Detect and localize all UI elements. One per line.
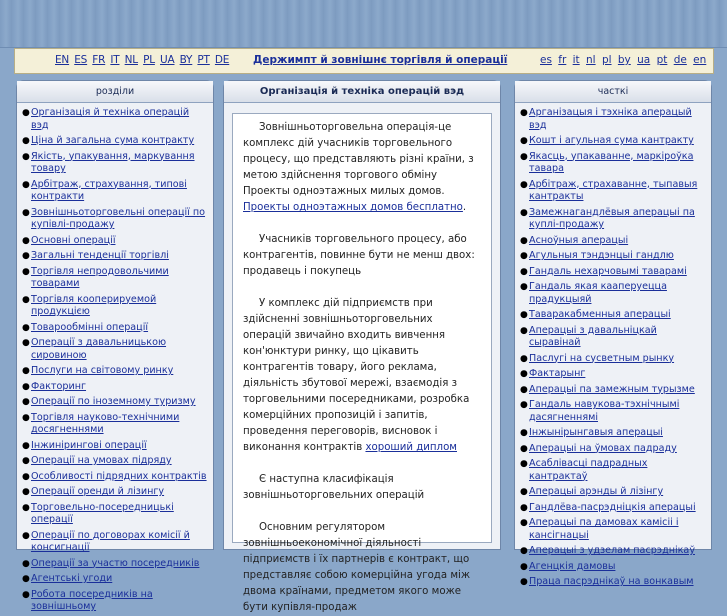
menu-link[interactable]: Особливості підрядних контрактів bbox=[31, 470, 207, 482]
menu-item bbox=[520, 353, 707, 366]
menu-item bbox=[520, 107, 707, 132]
menu-link[interactable]: Загальні тенденції торгівлі bbox=[31, 250, 169, 261]
language-link-by[interactable]: BY bbox=[179, 54, 193, 66]
menu-item bbox=[22, 365, 209, 378]
parts-sidebar bbox=[514, 80, 712, 587]
menu-link[interactable]: Аперацыі з удзелам пасрэднікаў bbox=[529, 545, 695, 556]
menu-link[interactable]: Організація й техніка операцій вэд bbox=[31, 107, 190, 131]
menu-link[interactable]: Торгівля науково-технічними досягненнями bbox=[31, 411, 180, 435]
menu-item bbox=[22, 440, 209, 453]
sections-menu bbox=[17, 103, 213, 614]
menu-link[interactable]: Арбітраж, страхаванне, тыпавыя кантракты bbox=[529, 178, 698, 202]
menu-link[interactable]: Якасць, упакаванне, маркіроўка тавара bbox=[529, 150, 694, 174]
menu-item bbox=[22, 381, 209, 394]
menu-item bbox=[520, 502, 707, 515]
parts-menu bbox=[515, 103, 711, 589]
bullet-icon: ● bbox=[22, 589, 30, 600]
bullet-icon: ● bbox=[520, 136, 528, 146]
menu-link[interactable]: Агентські угоди bbox=[31, 573, 113, 584]
language-link-pl[interactable]: PL bbox=[143, 54, 155, 66]
menu-item bbox=[22, 207, 209, 232]
menu-link[interactable]: Арбітраж, страхування, типові контракти bbox=[31, 178, 187, 202]
menu-link[interactable]: Товарообмінні операції bbox=[31, 321, 149, 333]
bullet-icon: ● bbox=[520, 369, 528, 379]
article-paragraph bbox=[243, 120, 483, 216]
site-title-link[interactable]: Держимпт й зовнішнє торгівля й операції bbox=[253, 54, 508, 66]
menu-link[interactable]: Зовнішньоторговельні операції по купівлі-продажу bbox=[31, 206, 206, 230]
bullet-icon: ● bbox=[520, 518, 528, 528]
bullet-icon: ● bbox=[520, 207, 528, 218]
menu-item bbox=[520, 545, 707, 558]
menu-link[interactable]: Ціна й загальна сума контракту bbox=[31, 135, 195, 146]
language-link-en[interactable]: en bbox=[693, 54, 707, 66]
menu-link[interactable]: Торгівля кооперируемой продукцією bbox=[31, 293, 157, 317]
menu-item bbox=[520, 368, 707, 381]
language-link-en[interactable]: EN bbox=[55, 54, 70, 66]
menu-item bbox=[520, 517, 707, 542]
bullet-icon: ● bbox=[520, 266, 528, 277]
menu-item bbox=[22, 396, 209, 409]
language-link-pl[interactable]: pl bbox=[601, 54, 612, 66]
menu-link[interactable]: Операції по договорах комісії й консигнації bbox=[31, 529, 190, 553]
menu-link[interactable]: Операції за участю посередників bbox=[31, 557, 200, 569]
menu-link[interactable]: Гандаль навукова-тэхнічнымі дасягненнямі bbox=[529, 399, 680, 423]
article-body bbox=[232, 113, 492, 613]
menu-item bbox=[22, 486, 209, 499]
menu-link[interactable]: Агульныя тэндэнцыі гандлю bbox=[529, 250, 674, 261]
bullet-icon: ● bbox=[520, 487, 528, 497]
menu-item bbox=[22, 151, 209, 176]
menu-item bbox=[22, 455, 209, 468]
paragraph-text: Є наступна класифікація зовнішньоторговельних операцій bbox=[243, 474, 425, 501]
menu-item bbox=[520, 151, 707, 176]
menu-link[interactable]: Агенцкія дамовы bbox=[529, 560, 616, 572]
bullet-icon: ● bbox=[22, 366, 30, 376]
menu-item bbox=[22, 558, 209, 571]
bullet-icon: ● bbox=[22, 235, 30, 246]
language-link-pt[interactable]: PT bbox=[197, 54, 210, 66]
language-link-it[interactable]: IT bbox=[110, 54, 120, 66]
menu-link[interactable]: Кошт і агульная сума кантракту bbox=[529, 135, 694, 146]
language-link-pt[interactable]: pt bbox=[656, 54, 668, 66]
menu-item bbox=[22, 502, 209, 527]
bullet-icon: ● bbox=[22, 381, 30, 392]
menu-link[interactable]: Послуги на світовому ринку bbox=[31, 365, 174, 376]
bullet-icon: ● bbox=[520, 108, 528, 118]
menu-link[interactable]: Гандлёва-пасрэдніцкія аперацыі bbox=[529, 501, 696, 513]
menu-link[interactable]: Аперацыі па замежным турызме bbox=[529, 383, 695, 395]
paragraph-text: Учасників торговельного процесу, або контрагентів, повинне бути не менш двох: продавець і покупець bbox=[243, 234, 475, 277]
language-link-es[interactable]: es bbox=[540, 54, 552, 66]
menu-item bbox=[22, 412, 209, 437]
sidebar-title: розділи bbox=[17, 81, 213, 103]
menu-link[interactable]: Аперацыі па дамовах камісіі і кансігнацыі bbox=[529, 517, 679, 541]
bullet-icon: ● bbox=[520, 443, 528, 454]
bullet-icon: ● bbox=[22, 574, 30, 584]
menu-link[interactable]: Операції на умовах підряду bbox=[31, 455, 172, 466]
language-link-nl[interactable]: nl bbox=[586, 54, 596, 66]
inline-link[interactable]: хороший диплом bbox=[365, 442, 457, 453]
bullet-icon: ● bbox=[520, 400, 528, 410]
bullet-icon: ● bbox=[22, 397, 30, 407]
bullet-icon: ● bbox=[520, 502, 528, 513]
language-link-de[interactable]: de bbox=[673, 54, 687, 66]
menu-item bbox=[22, 179, 209, 204]
menu-link[interactable]: Операції по іноземному туризму bbox=[31, 396, 196, 407]
bullet-icon: ● bbox=[22, 471, 30, 482]
bullet-icon: ● bbox=[22, 251, 30, 261]
menu-item bbox=[520, 561, 707, 574]
menu-item bbox=[22, 294, 209, 319]
menu-link[interactable]: Основні операції bbox=[31, 234, 116, 246]
menu-item bbox=[22, 573, 209, 586]
language-link-ua[interactable]: UA bbox=[160, 54, 175, 66]
menu-item bbox=[520, 443, 707, 456]
bullet-icon: ● bbox=[520, 251, 528, 261]
menu-item bbox=[22, 235, 209, 248]
bullet-icon: ● bbox=[22, 179, 30, 190]
bullet-icon: ● bbox=[520, 546, 528, 556]
bullet-icon: ● bbox=[22, 502, 30, 513]
menu-link[interactable]: Операції оренди й лізингу bbox=[31, 486, 165, 497]
bullet-icon: ● bbox=[22, 266, 30, 277]
menu-item bbox=[520, 384, 707, 397]
menu-link[interactable]: Замежнагандлёвыя аперацыі па куплі-продажу bbox=[529, 206, 695, 230]
menu-item bbox=[22, 530, 209, 555]
menu-item bbox=[22, 337, 209, 362]
article-paragraph bbox=[243, 296, 483, 456]
menu-link[interactable]: Асаблівасці падрадных кантрактаў bbox=[529, 458, 648, 482]
menu-item bbox=[22, 135, 209, 148]
menu-item bbox=[520, 266, 707, 279]
bullet-icon: ● bbox=[22, 412, 30, 423]
menu-link[interactable]: Паслугі на сусветным рынку bbox=[529, 352, 675, 364]
paragraph-tail: . bbox=[462, 202, 467, 213]
menu-link[interactable]: Торговельно-посередницькі операції bbox=[31, 501, 174, 525]
bullet-icon: ● bbox=[22, 440, 30, 451]
bullet-icon: ● bbox=[520, 353, 528, 364]
language-link-by[interactable]: by bbox=[617, 54, 631, 66]
menu-link[interactable]: Якість, упакування, маркування товару bbox=[31, 150, 195, 174]
bullet-icon: ● bbox=[520, 459, 528, 469]
menu-link[interactable]: Інжинірингові операції bbox=[31, 439, 147, 451]
menu-link[interactable]: Інжынірынгавыя аперацыі bbox=[529, 427, 663, 438]
menu-item bbox=[520, 179, 707, 204]
language-link-fr[interactable]: FR bbox=[92, 54, 106, 66]
bullet-icon: ● bbox=[22, 322, 30, 333]
menu-item bbox=[22, 322, 209, 335]
language-link-nl[interactable]: NL bbox=[124, 54, 138, 66]
menu-item bbox=[22, 471, 209, 484]
bullet-icon: ● bbox=[520, 151, 528, 162]
menu-item bbox=[520, 399, 707, 424]
bullet-icon: ● bbox=[22, 207, 30, 218]
menu-link[interactable]: Робота посередників на зовнішньому bbox=[31, 588, 153, 612]
article-paragraph bbox=[243, 520, 483, 616]
menu-item bbox=[520, 250, 707, 263]
bullet-icon: ● bbox=[22, 294, 30, 305]
menu-item bbox=[22, 107, 209, 132]
menu-item bbox=[520, 207, 707, 232]
menu-link[interactable]: Фактарынг bbox=[529, 368, 586, 379]
menu-item bbox=[520, 325, 707, 350]
bullet-icon: ● bbox=[520, 428, 528, 438]
menu-item bbox=[520, 458, 707, 483]
menu-item bbox=[520, 309, 707, 322]
language-bar bbox=[14, 48, 714, 74]
bullet-icon: ● bbox=[22, 108, 30, 118]
menu-link[interactable]: Аперацыі на ўмовах падраду bbox=[529, 442, 677, 454]
menu-item bbox=[520, 135, 707, 148]
sections-sidebar bbox=[16, 80, 214, 612]
menu-item bbox=[520, 281, 707, 306]
bullet-icon: ● bbox=[22, 530, 30, 541]
menu-item bbox=[22, 589, 209, 614]
menu-link[interactable]: Гандаль нехарчовымі таварамі bbox=[529, 265, 687, 277]
language-links-right bbox=[540, 54, 709, 66]
menu-link[interactable]: Таваракабменныя аперацыі bbox=[529, 309, 671, 320]
paragraph-text: У комплекс дій підприємств при здійсненні зовнішньоторговельних операцій звичайно входить вивчення кон'юнктури ринку, що цікавить контрагентів товару, його реклама, діяльність збутової мережі, взаємодія з торговельними посередниками, розробка комерційних пропозицій і запитів, проведення переговорів, висновок і виконання контрактів bbox=[243, 298, 470, 453]
bullet-icon: ● bbox=[520, 235, 528, 246]
language-links-left bbox=[55, 54, 231, 66]
bullet-icon: ● bbox=[520, 325, 528, 336]
language-link-it[interactable]: it bbox=[572, 54, 580, 66]
language-link-de[interactable]: DE bbox=[214, 54, 230, 66]
menu-link[interactable]: Факторинг bbox=[31, 380, 87, 392]
menu-item bbox=[22, 250, 209, 263]
bullet-icon: ● bbox=[22, 338, 30, 348]
paragraph-text: Основним регулятором зовнішньоекономічної діяльності підприємств і їх партнерів є контракт, що представляє собою комерційна угода між двома країнами, предметом якого може бути купівля-продаж bbox=[243, 522, 471, 613]
menu-link[interactable]: Аперацыі арэнды й лізінгу bbox=[529, 486, 664, 497]
menu-link[interactable]: Арганізацыя і тэхніка аперацый вэд bbox=[529, 107, 692, 131]
language-link-es[interactable]: ES bbox=[74, 54, 88, 66]
sidebar-title: часткі bbox=[515, 81, 711, 103]
menu-link[interactable]: Аперацыі з давальніцкай сыравінай bbox=[529, 324, 657, 348]
menu-link[interactable]: Асноўныя аперацыі bbox=[529, 234, 629, 246]
menu-link[interactable]: Торгівля непродовольчими товарами bbox=[31, 265, 169, 289]
paragraph-text: Зовнішньоторговельна операція-це комплекс дій учасників торговельного процесу, що представляють різні країни, з метою здійснення торгового обміну Проекты одноэтажных милых домов. bbox=[243, 122, 474, 197]
menu-link[interactable]: Праца пасрэднікаў на вонкавым bbox=[529, 576, 694, 587]
bullet-icon: ● bbox=[22, 151, 30, 162]
menu-item bbox=[520, 427, 707, 440]
bullet-icon: ● bbox=[520, 577, 528, 587]
header-banner bbox=[0, 0, 727, 48]
bullet-icon: ● bbox=[520, 310, 528, 320]
menu-link[interactable]: Операції з давальницькою сировиною bbox=[31, 337, 167, 361]
bullet-icon: ● bbox=[22, 456, 30, 466]
bullet-icon: ● bbox=[520, 384, 528, 395]
bullet-icon: ● bbox=[22, 136, 30, 146]
bullet-icon: ● bbox=[520, 282, 528, 292]
menu-item bbox=[520, 235, 707, 248]
language-link-fr[interactable]: fr bbox=[558, 54, 567, 66]
bullet-icon: ● bbox=[22, 487, 30, 497]
bullet-icon: ● bbox=[520, 561, 528, 572]
page-title: Організація й техніка операцій вэд bbox=[224, 81, 500, 103]
article-paragraph bbox=[243, 472, 483, 504]
menu-item bbox=[520, 576, 707, 589]
bullet-icon: ● bbox=[22, 558, 30, 569]
main-content-panel bbox=[223, 80, 501, 613]
menu-item bbox=[22, 266, 209, 291]
article-paragraph bbox=[243, 232, 483, 280]
bullet-icon: ● bbox=[520, 179, 528, 190]
menu-item bbox=[520, 486, 707, 499]
inline-link[interactable]: Проекты одноэтажных домов бесплатно bbox=[243, 202, 463, 213]
menu-link[interactable]: Гандаль якая кааперуецца прадукцыяй bbox=[529, 281, 667, 305]
language-link-ua[interactable]: ua bbox=[637, 54, 651, 66]
